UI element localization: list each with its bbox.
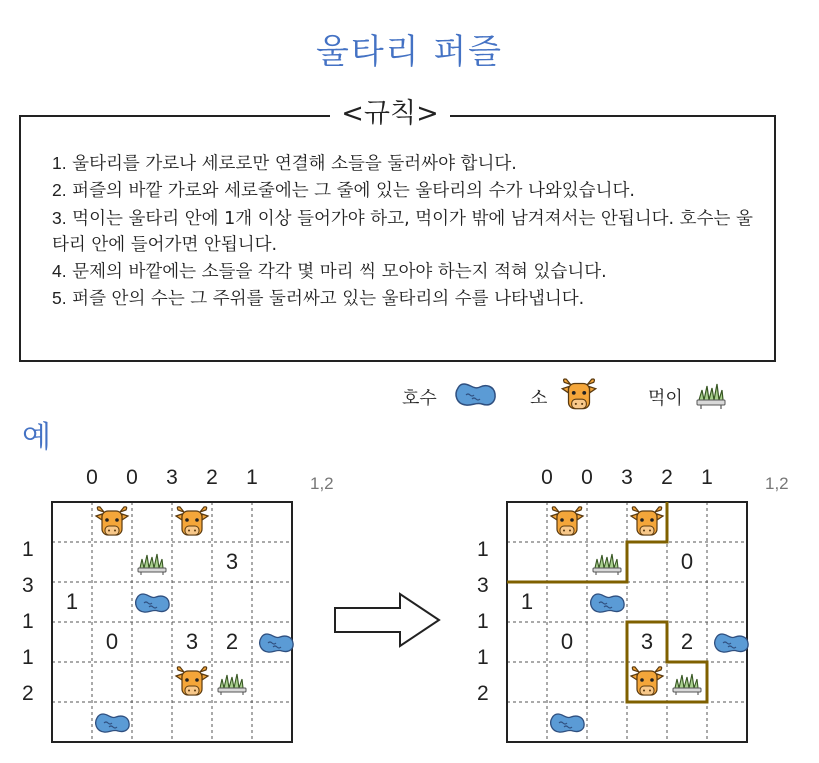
lake-icon [715,634,748,652]
rule-item: 1. 울타리를 가로나 세로로만 연결해 소들을 둘러싸야 합니다. [52,153,517,174]
legend-lake: 호수 [402,372,502,418]
cell-number: 2 [680,629,694,654]
cow-icon [631,667,663,695]
cell-number: 3 [225,549,239,574]
row-clue: 2 [22,682,34,705]
cell-number: 0 [105,629,119,654]
cell-number: 1 [520,589,534,614]
feed-icon [218,674,246,695]
row-clue: 3 [477,574,489,597]
cow-icon [551,507,583,535]
cell-number: 3 [640,629,654,654]
lake-icon [452,378,498,412]
cow-group-note: 1,2 [765,474,789,493]
cow-group-note: 1,2 [310,474,334,493]
column-clue: 0 [581,466,593,489]
lake-icon [96,714,129,732]
column-clue: 1 [701,466,713,489]
lake-icon [260,634,293,652]
column-clue: 2 [661,466,673,489]
row-clue: 3 [22,574,34,597]
row-clue: 1 [477,610,489,633]
row-clue: 1 [477,646,489,669]
page-title: 울타리 퍼즐 [315,32,504,72]
cell-number: 3 [185,629,199,654]
rule-item: 5. 퍼즐 안의 수는 그 주위를 둘러싸고 있는 울타리의 수를 나타냅니다. [52,288,585,310]
cow-icon [558,374,600,416]
cow-icon [176,667,208,695]
row-clue: 1 [22,538,34,561]
lake-icon [591,594,624,612]
feed-icon [673,674,701,695]
cow-icon [176,507,208,535]
rules-heading: <규칙> [330,94,450,134]
arrow-right-icon [332,590,444,650]
legend-feed: 먹이 [648,372,738,418]
column-clue: 0 [126,466,138,489]
row-clue: 1 [22,610,34,633]
cell-number: 2 [225,629,239,654]
column-clue: 0 [541,466,553,489]
legend-cow: 소 [530,372,610,418]
rule-item: 3. 먹이는 울타리 안에 1개 이상 들어가야 하고, 먹이가 밖에 남겨져서는 안됩니다. 호수는 울타리 안에 들어가면 안됩니다. [52,207,753,255]
column-clue: 0 [86,466,98,489]
cell-number: 0 [560,629,574,654]
rule-item: 4. 문제의 바깥에는 소들을 각각 몇 마리 씩 모아야 하는지 적혀 있습니다. [52,261,607,283]
feed-icon [694,378,728,412]
column-clue: 3 [621,466,633,489]
feed-icon [138,554,166,575]
row-clue: 1 [477,538,489,561]
rule-item: 2. 퍼즐의 바깥 가로와 세로줄에는 그 줄에 있는 울타리의 수가 나와있습니다. [52,180,635,202]
rules-list [52,150,767,313]
column-clue: 3 [166,466,178,489]
row-clue: 2 [477,682,489,705]
lake-icon [136,594,169,612]
column-clue: 1 [246,466,258,489]
column-clue: 2 [206,466,218,489]
lake-icon [551,714,584,732]
example-label: 예 [22,420,51,455]
cow-icon [631,507,663,535]
row-clue: 1 [22,646,34,669]
cow-icon [96,507,128,535]
cell-number: 1 [65,589,79,614]
cell-number: 0 [680,549,694,574]
feed-icon [593,554,621,575]
